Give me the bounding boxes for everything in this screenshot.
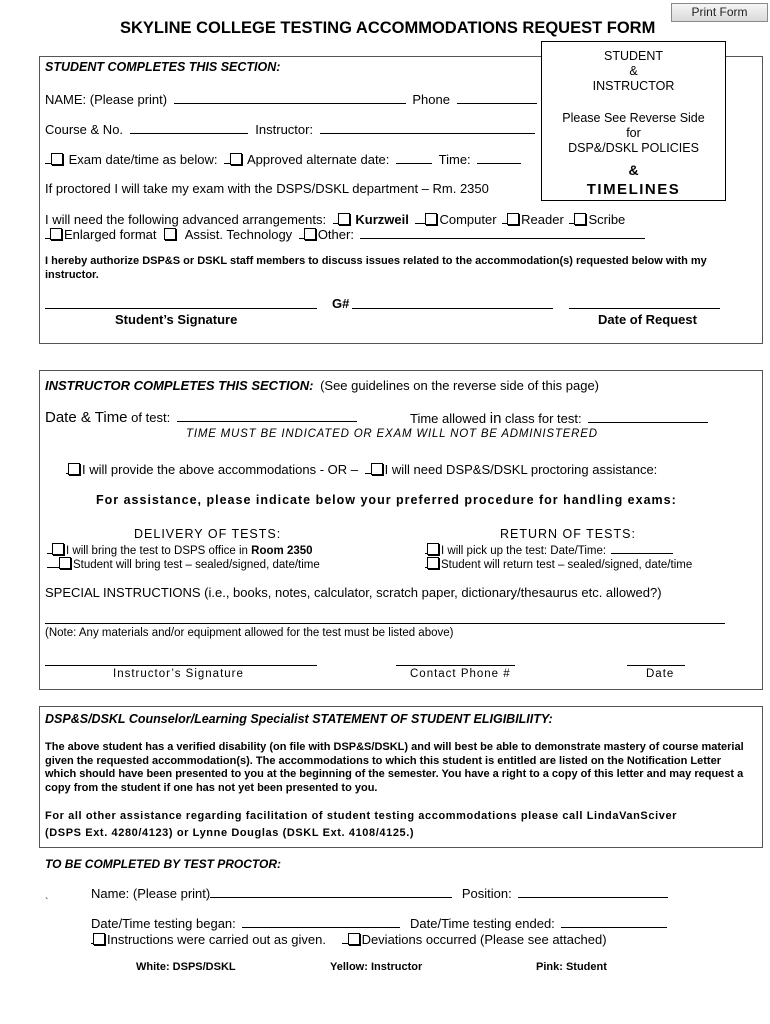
return-heading: RETURN OF TESTS: xyxy=(500,527,636,541)
need-proctoring-label: I will need DSP&S/DSKL proctoring assistance: xyxy=(384,462,658,477)
proctor-heading: TO BE COMPLETED BY TEST PROCTOR: xyxy=(45,857,282,871)
instructor-signature-label: Instructor’s Signature xyxy=(113,668,244,680)
proctor-position-field[interactable] xyxy=(518,885,668,898)
contact-line-1: For all other assistance regarding facilitation of student testing accommodations please call LindaVanSciver xyxy=(45,810,678,822)
date-of-request-label: Date of Request xyxy=(598,312,697,327)
time-allowed-label: Time allowed xyxy=(410,411,487,426)
contact-phone-label: Contact Phone # xyxy=(410,668,511,680)
time-field[interactable] xyxy=(477,151,521,164)
need-proctoring-checkbox[interactable] xyxy=(371,463,383,475)
proctor-name-row xyxy=(91,885,668,901)
pick-up-test-label: I will pick up the test: Date/Time: xyxy=(441,545,607,557)
student-section-heading: STUDENT COMPLETES THIS SECTION: xyxy=(45,60,281,74)
enlarged-format-checkbox[interactable] xyxy=(50,228,62,240)
eligibility-heading: DSP&S/DSKL Counselor/Learning Specialist STATEMENT OF STUDENT ELIGIBILIITY: xyxy=(45,712,553,726)
time-warning: TIME MUST BE INDICATED OR EXAM WILL NOT BE ADMINISTERED xyxy=(186,428,598,440)
stray-mark: ` xyxy=(45,897,49,908)
reader-label: Reader xyxy=(521,212,564,227)
instructor-section-heading: INSTRUCTOR COMPLETES THIS SECTION: xyxy=(45,378,314,393)
assist-tech-label: Assist. Technology xyxy=(184,227,293,242)
course-field[interactable] xyxy=(130,121,248,134)
instructions-carried-out-label: Instructions were carried out as given. xyxy=(107,932,326,947)
kurzweil-checkbox[interactable] xyxy=(338,213,350,225)
sidebox-line: & xyxy=(628,162,639,178)
date-time-row xyxy=(45,409,357,426)
student-return-test-checkbox[interactable] xyxy=(427,557,439,569)
assistance-instruction: For assistance, please indicate below your preferred procedure for handling exams: xyxy=(96,493,677,507)
arrangements-row-2 xyxy=(45,226,645,242)
name-row xyxy=(45,91,537,107)
guidelines-note: (See guidelines on the reverse side of this page) xyxy=(320,378,600,393)
reader-checkbox[interactable] xyxy=(507,213,519,225)
underline xyxy=(415,211,425,224)
proctor-name-field[interactable] xyxy=(210,885,452,898)
authorization-text: I hereby authorize DSP&S or DSKL staff members to discuss issues related to the accommodation(s) requested below with my instructor. xyxy=(45,255,707,281)
instructor-field[interactable] xyxy=(320,121,535,134)
of-test-label: of test: xyxy=(131,410,171,425)
date-time-field[interactable] xyxy=(177,409,357,422)
computer-checkbox[interactable] xyxy=(425,213,437,225)
testing-began-label: Date/Time testing began: xyxy=(91,916,236,931)
name-field[interactable] xyxy=(174,91,406,104)
computer-label: Computer xyxy=(439,212,497,227)
testing-ended-label: Date/Time testing ended: xyxy=(410,916,555,931)
page-title: SKYLINE COLLEGE TESTING ACCOMMODATIONS REQUEST FORM xyxy=(120,19,656,37)
testing-times-row xyxy=(91,915,667,931)
time-allowed-row xyxy=(410,410,708,427)
print-form-button[interactable]: Print Form xyxy=(671,3,768,22)
date-time-label: Date & Time xyxy=(45,409,128,426)
exam-date-checkbox[interactable] xyxy=(51,153,63,165)
proctoring-choice-row xyxy=(66,461,657,477)
approved-alt-date-label: Approved alternate date: xyxy=(247,152,390,167)
room-number: Room 2350 xyxy=(251,545,313,557)
deviations-label: Deviations occurred (Please see attached) xyxy=(361,932,607,947)
time-label: Time: xyxy=(438,152,471,167)
sidebox-line: DSP&/DSKL POLICIES xyxy=(568,141,699,155)
proctor-name-label: Name: (Please print) xyxy=(91,886,211,901)
special-instructions-field[interactable] xyxy=(45,623,725,624)
arrangements-row xyxy=(45,211,625,227)
other-label: Other: xyxy=(317,227,354,242)
student-signature-line[interactable] xyxy=(45,308,317,309)
alt-date-field[interactable] xyxy=(396,151,432,164)
pick-up-test-checkbox[interactable] xyxy=(427,543,439,555)
pick-up-time-field[interactable] xyxy=(611,543,673,554)
instructor-date-line[interactable] xyxy=(627,665,685,666)
date-of-request-line[interactable] xyxy=(569,308,720,309)
return-option-1 xyxy=(425,543,673,557)
testing-began-field[interactable] xyxy=(242,915,400,928)
bring-test-checkbox[interactable] xyxy=(52,543,64,555)
underline xyxy=(47,557,59,568)
instructions-carried-out-checkbox[interactable] xyxy=(93,933,105,945)
student-bring-test-label: Student will bring test – sealed/signed, date/time xyxy=(73,559,320,571)
copy-white: White: DSPS/DSKL xyxy=(136,961,236,973)
phone-field[interactable] xyxy=(457,91,537,104)
exam-date-label: Exam date/time as below: xyxy=(68,152,218,167)
testing-ended-field[interactable] xyxy=(561,915,667,928)
course-label: Course & No. xyxy=(45,122,124,137)
student-return-test-label: Student will return test – sealed/signed, date/time xyxy=(441,559,693,571)
time-allowed-suffix: class for test: xyxy=(505,411,582,426)
provide-accommodations-label: I will provide the above accommodations - OR – xyxy=(82,462,359,477)
instructor-heading-row xyxy=(45,378,599,393)
sidebox-line: & xyxy=(629,64,638,78)
enlarged-format-label: Enlarged format xyxy=(64,227,157,242)
copy-yellow: Yellow: Instructor xyxy=(330,961,423,973)
g-number-field[interactable] xyxy=(352,308,553,309)
sidebox-line: Please See Reverse Side xyxy=(562,111,705,125)
delivery-heading: DELIVERY OF TESTS: xyxy=(134,527,282,541)
student-signature-label: Student’s Signature xyxy=(115,312,238,327)
instructor-date-label: Date xyxy=(646,668,675,680)
assist-tech-checkbox[interactable] xyxy=(164,228,176,240)
course-row xyxy=(45,121,535,137)
copy-pink: Pink: Student xyxy=(536,961,607,973)
special-instructions-label: SPECIAL INSTRUCTIONS (i.e., books, notes, calculator, scratch paper, dictionary/thesaurus etc. allowed?) xyxy=(45,585,662,600)
sidebox-timelines: TIMELINES xyxy=(586,181,681,198)
name-label: NAME: (Please print) xyxy=(45,92,168,107)
arrangements-label: I will need the following advanced arrangements: xyxy=(45,212,327,227)
instructor-signature-line[interactable] xyxy=(45,665,317,666)
materials-note: (Note: Any materials and/or equipment allowed for the test must be listed above) xyxy=(45,627,454,639)
proctored-note: If proctored I will take my exam with the DSPS/DSKL department – Rm. 2350 xyxy=(45,181,489,196)
other-field[interactable] xyxy=(360,226,645,239)
bring-test-label: I will bring the test to DSPS office in xyxy=(66,545,248,557)
provide-accommodations-checkbox[interactable] xyxy=(68,463,80,475)
g-number-label: G# xyxy=(332,296,350,311)
sidebox-line: for xyxy=(626,126,641,140)
return-option-2 xyxy=(425,557,692,571)
other-checkbox[interactable] xyxy=(304,228,316,240)
outcome-row xyxy=(91,931,607,947)
delivery-option-2 xyxy=(47,557,320,571)
sidebox-line: STUDENT xyxy=(603,49,664,63)
scribe-checkbox[interactable] xyxy=(574,213,586,225)
contact-line-2: (DSPS Ext. 4280/4123) or Lynne Douglas (DSKL Ext. 4108/4125.) xyxy=(45,827,415,839)
policy-notice-box xyxy=(541,41,726,201)
deviations-checkbox[interactable] xyxy=(348,933,360,945)
kurzweil-label: Kurzweil xyxy=(355,212,409,227)
contact-phone-line[interactable] xyxy=(396,665,515,666)
in-word: in xyxy=(489,410,502,427)
time-allowed-field[interactable] xyxy=(588,410,708,423)
student-bring-test-checkbox[interactable] xyxy=(59,557,71,569)
approved-alt-date-checkbox[interactable] xyxy=(230,153,242,165)
sidebox-line: INSTRUCTOR xyxy=(592,79,675,93)
delivery-option-1 xyxy=(47,543,313,557)
phone-label: Phone xyxy=(412,92,450,107)
exam-date-row xyxy=(45,151,521,167)
proctor-position-label: Position: xyxy=(461,886,512,901)
scribe-label: Scribe xyxy=(588,212,626,227)
eligibility-statement: The above student has a verified disability (on file with DSP&S/DSKL) and will best be able to demonstrate mastery of course material given the requested accommodation(s). The accommodations to which this student is entitled are listed on the Notification Letter which should have been presented to you at the beginning of the semester. You have a right to a copy of this letter and may request a copy from the student if one has not yet been presented to you. xyxy=(45,741,744,794)
instructor-label: Instructor: xyxy=(255,122,314,137)
